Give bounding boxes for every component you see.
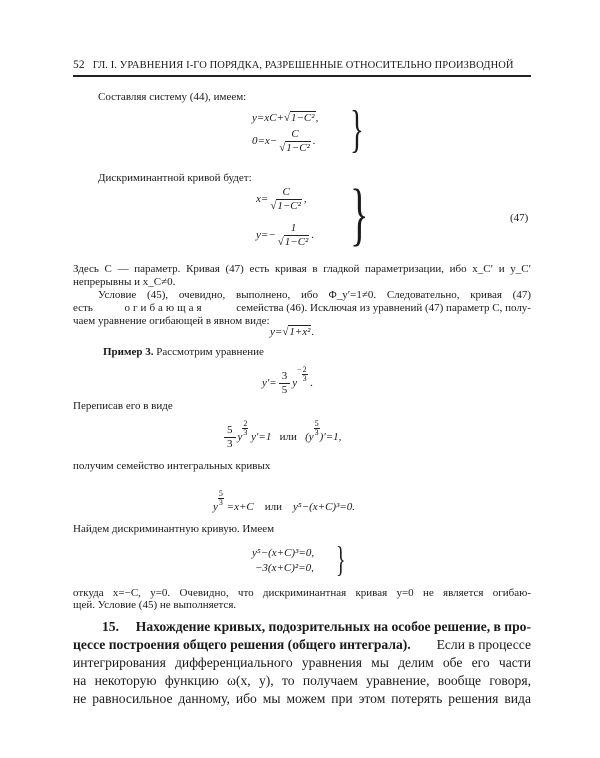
brace: }	[350, 176, 369, 253]
equation: $\frac{5}{3}$ y $\frac{2}{3}$ y′=1 или (y $\frac{5}{3}$ )′=1,	[222, 420, 341, 451]
equation: y=− $\frac{1}{\text{√1−C²}}$ .	[256, 222, 315, 248]
example-heading: Пример 3. Рассмотрим уравнение	[103, 346, 264, 358]
header-rule	[73, 75, 531, 77]
equation: y⁵−(x+C)³=0,	[252, 547, 315, 559]
equation: y=√1+x².	[270, 326, 315, 338]
text-line: непрерывны и x_C≠0.	[73, 276, 176, 288]
paragraph: Составляя систему (44), имеем:	[98, 91, 247, 103]
paragraph: Переписав его в виде	[73, 400, 173, 412]
text-line: цессе построения общего решения (общего интеграла). Если в процессе	[73, 637, 531, 652]
running-title: ГЛ. I. УРАВНЕНИЯ I-ГО ПОРЯДКА, РАЗРЕШЕННЫЕ ОТНОСИТЕЛЬНО ПРОИЗВОДНОЙ	[92, 60, 514, 71]
text-line: откуда x=−C, y=0. Очевидно, что дискриминантная кривая y=0 не является огибаю-	[73, 587, 531, 599]
paragraph: Дискриминантной кривой будет:	[98, 172, 252, 184]
equation: y′= $\frac{3}{5}$ y − $\frac{2}{3}$ .	[262, 365, 314, 396]
equation: y $\frac{5}{3}$ =x+C или y⁵−(x+C)³=0.	[213, 489, 356, 513]
equation: x= $\frac{C}{\text{√1−C²}}$ ,	[256, 186, 307, 212]
text-line: Условие (45), очевидно, выполнено, ибо Φ_y′=1≠0. Следовательно, кривая (47)	[98, 289, 531, 301]
page-number: 52	[73, 59, 85, 71]
text-line: Здесь C — параметр. Кривая (47) есть кривая в гладкой параметризации, ибо x_C′ и y_C′	[73, 263, 531, 275]
equation-label: (47)	[510, 212, 529, 224]
equation: 0=x− $\frac{C}{\text{√1−C²}}$ .	[252, 128, 316, 154]
equation: y=xC+√1−C²,	[252, 112, 319, 124]
text-line: не равносильное данному, ибо мы можем при этом потерять решения вида	[73, 691, 531, 706]
section-heading: 15. Нахождение кривых, подозрительных на особое решение, в про-	[102, 619, 531, 634]
brace: }	[350, 101, 364, 158]
text-line: чаем уравнение огибающей в явном виде:	[73, 315, 270, 327]
brace: }	[336, 539, 346, 579]
equation: −3(x+C)²=0,	[255, 562, 314, 574]
text-line: на некоторую функцию ω(x, y), то получаем уравнение, вообще говоря,	[73, 673, 531, 688]
running-header	[73, 59, 531, 71]
text-line: интегрирования дифференциального уравнения мы делим обе его части	[73, 655, 531, 670]
paragraph: получим семейство интегральных кривых	[73, 460, 271, 472]
text-line: щей. Условие (45) не выполняется.	[73, 599, 237, 611]
emphasized-term: огибающая	[124, 302, 205, 314]
paragraph: Найдем дискриминантную кривую. Имеем	[73, 523, 275, 535]
text-line: есть огибающая семейства (46). Исключая из уравнений (47) параметр C, полу-	[73, 302, 531, 314]
